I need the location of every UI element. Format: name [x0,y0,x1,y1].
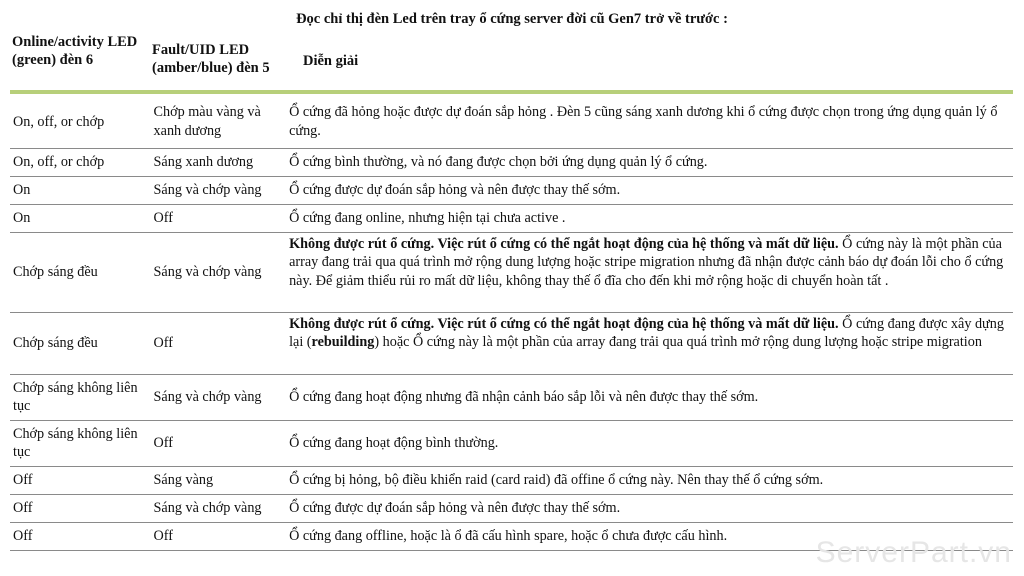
cell-description [286,232,1013,312]
table-row [10,232,1013,312]
cell-fault: Off [151,522,287,550]
cell-fault: Sáng vàng [151,466,287,494]
watermark: ServerPart.vn [815,536,1012,569]
page-title: Đọc chỉ thị đèn Led trên tray ổ cứng server đời cũ Gen7 trở về trước : [296,11,728,27]
cell-online: On [10,204,151,232]
description-text: Ổ cứng đang hoạt động nhưng đã nhận cảnh báo sắp lỗi và nên được thay thế sớm. [289,388,759,405]
cell-fault: Sáng và chớp vàng [151,176,287,204]
cell-online: Chớp sáng không liên tục [10,374,151,420]
led-table [10,96,1013,551]
description-text: Ổ cứng được dự đoán sắp hỏng và nên được thay thế sớm. [289,499,621,516]
description-text: Ổ cứng đang online, nhưng hiện tại chưa active . [289,209,566,226]
cell-online: On [10,176,151,204]
cell-description [286,312,1013,374]
description-text: Ổ cứng này là một phần của array đang trải qua quá trình mở rộng dung lượng hoặc stripe migration nhưng đã nhận được cảnh báo dự đoán lỗi cho ổ cứng này. Để giảm thiểu rủi ro mất dữ liệu, không thay thế ổ đĩa cho đến khi mở rộng hoặc di chuyển hoàn tất . [289,235,1004,289]
cell-online: On, off, or chớp [10,96,151,148]
description-text: Ổ cứng đang được xây dựng lại ( [289,315,1004,350]
cell-description [286,494,1013,522]
header-divider [10,90,1013,94]
cell-fault: Off [151,420,287,466]
cell-fault: Sáng xanh dương [151,148,287,176]
table-row [10,374,1013,420]
cell-online: Off [10,522,151,550]
table-row [10,176,1013,204]
cell-fault: Off [151,312,287,374]
cell-online: Chớp sáng không liên tục [10,420,151,466]
description-text: Ổ cứng được dự đoán sắp hỏng và nên được thay thế sớm. [289,181,621,198]
cell-online: On, off, or chớp [10,148,151,176]
table-row [10,466,1013,494]
description-warning: Không được rút ổ cứng. Việc rút ổ cứng có thể ngắt hoạt động của hệ thống và mất dữ liệu. [289,235,839,252]
table-row [10,312,1013,374]
cell-description [286,374,1013,420]
description-text: Ổ cứng đang hoạt động bình thường. [289,434,499,451]
cell-online: Chớp sáng đều [10,312,151,374]
header-fault-led: Fault/UID LED (amber/blue) đèn 5 [152,42,270,76]
table-header [0,33,1024,85]
table-row [10,494,1013,522]
cell-fault: Chớp màu vàng và xanh dương [151,96,287,148]
description-text: Ổ cứng bị hỏng, bộ điều khiển raid (card raid) đã offine ổ cứng này. Nên thay thế ổ cứng sớm. [289,471,824,488]
cell-description [286,420,1013,466]
table-row [10,96,1013,148]
cell-online: Chớp sáng đều [10,232,151,312]
cell-description [286,204,1013,232]
cell-fault: Sáng và chớp vàng [151,232,287,312]
cell-description [286,466,1013,494]
table-row [10,204,1013,232]
header-description: Diễn giải [303,53,359,69]
description-text: Ổ cứng bình thường, và nó đang được chọn bởi ứng dụng quản lý ổ cứng. [289,153,708,170]
cell-fault: Sáng và chớp vàng [151,494,287,522]
cell-online: Off [10,494,151,522]
table-row [10,148,1013,176]
cell-description [286,96,1013,148]
description-warning: Không được rút ổ cứng. Việc rút ổ cứng có thể ngắt hoạt động của hệ thống và mất dữ liệu. [289,315,839,332]
cell-online: Off [10,466,151,494]
description-keyword: rebuilding [311,334,375,350]
description-text: ) hoặc Ổ cứng này là một phần của array đang trải qua quá trình mở rộng dung lượng hoặc stripe migration [374,334,982,350]
cell-description [286,176,1013,204]
description-text: Ổ cứng đã hỏng hoặc được dự đoán sắp hỏng . Đèn 5 cũng sáng xanh dương khi ổ cứng được chọn trong ứng dụng quản lý ổ cứng. [289,104,998,139]
cell-fault: Off [151,204,287,232]
cell-description [286,148,1013,176]
table-row [10,420,1013,466]
description-text: Ổ cứng đang offline, hoặc là ổ đã cấu hình spare, hoặc ổ chưa được cấu hình. [289,527,728,544]
cell-fault: Sáng và chớp vàng [151,374,287,420]
header-online-led: Online/activity LED (green) đèn 6 [12,34,138,68]
